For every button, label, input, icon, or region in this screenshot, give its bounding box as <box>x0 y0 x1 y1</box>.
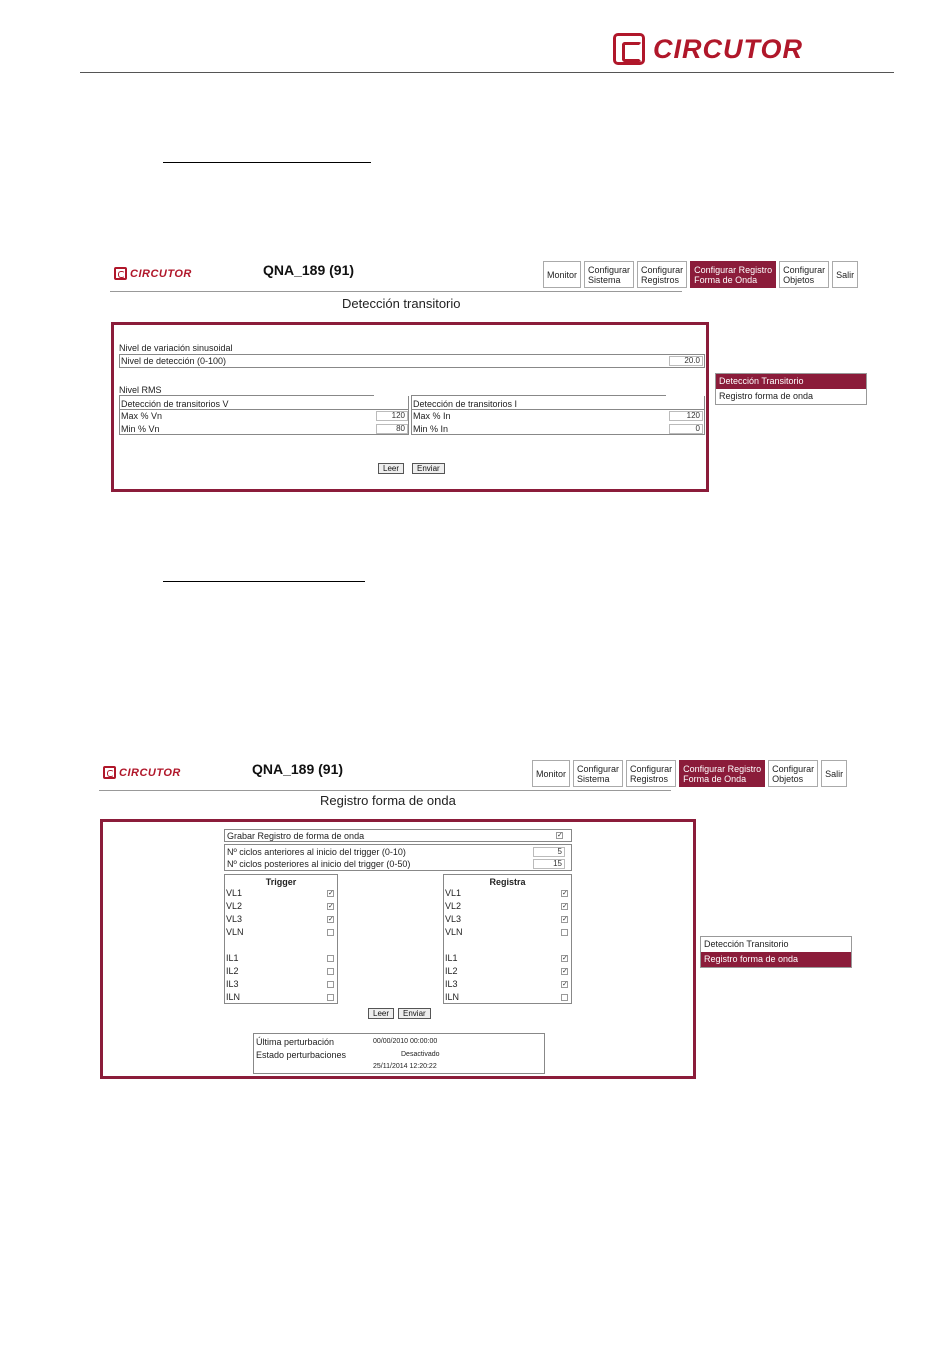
registra-title: Registra <box>489 877 526 887</box>
header-rule <box>80 72 894 73</box>
trigger-channel-label: VL1 <box>226 888 243 898</box>
registra-channel-label: IL1 <box>445 953 458 963</box>
i-title-rule <box>411 409 705 410</box>
screenshot-waveform <box>97 755 857 1085</box>
registra-channel-checkbox[interactable]: ✓ <box>562 890 568 897</box>
app-logo <box>103 766 181 779</box>
trigger-channel-checkbox[interactable] <box>327 981 334 988</box>
circutor-logo-icon <box>103 766 116 779</box>
send-button[interactable]: Enviar <box>412 463 445 474</box>
trigger-channel-checkbox[interactable] <box>327 994 334 1001</box>
i-min-label: Min % In <box>413 424 449 434</box>
registra-channel-label: IL3 <box>445 979 458 989</box>
side-menu <box>715 373 867 405</box>
registra-channel-label: IL2 <box>445 966 458 976</box>
trigger-channel-checkbox[interactable] <box>327 929 334 936</box>
nav-configurar-objetos[interactable]: Configurar Objetos <box>779 261 829 288</box>
send-button[interactable]: Enviar <box>398 1008 431 1019</box>
app-brand: CIRCUTOR <box>130 267 192 280</box>
v-max-input[interactable]: 120 <box>376 411 408 421</box>
nav-monitor[interactable]: Monitor <box>532 760 570 787</box>
page-logo <box>613 33 803 65</box>
record-label: Grabar Registro de forma de onda <box>227 831 365 841</box>
nav-configurar-forma-onda[interactable]: Configurar Registro Forma de Onda <box>679 760 765 787</box>
v-min-input[interactable]: 80 <box>376 424 408 434</box>
device-title: QNA_189 (91) <box>263 262 355 278</box>
device-title: QNA_189 (91) <box>252 761 344 777</box>
registra-channel-checkbox[interactable]: ✓ <box>562 916 568 923</box>
side-item-forma-onda[interactable]: Registro forma de onda <box>701 952 851 967</box>
side-item-transitorio[interactable]: Detección Transitorio <box>704 939 789 949</box>
nav-monitor[interactable]: Monitor <box>543 261 581 288</box>
last-disturbance-label: Última perturbación <box>256 1037 335 1047</box>
read-button[interactable]: Leer <box>368 1008 394 1019</box>
trigger-channel-checkbox[interactable] <box>327 968 334 975</box>
section-title-blank-2 <box>163 581 365 582</box>
registra-channel-checkbox[interactable]: ✓ <box>562 955 568 962</box>
title-separator <box>110 291 682 292</box>
current-datetime: 25/11/2014 12:20:22 <box>373 1063 437 1070</box>
i-max-label: Max % In <box>413 411 451 421</box>
trigger-channel-checkbox[interactable] <box>327 955 334 962</box>
app-brand: CIRCUTOR <box>119 766 181 779</box>
nav-configurar-objetos[interactable]: Configurar Objetos <box>768 760 818 787</box>
app-logo <box>114 267 192 280</box>
brand-name: CIRCUTOR <box>653 33 804 64</box>
detect-label: Nivel de detección (0-100) <box>121 356 227 366</box>
registra-channel-label: VL1 <box>445 888 462 898</box>
trigger-channel-label: IL3 <box>226 979 239 989</box>
registra-channel-label: VL3 <box>445 914 462 924</box>
pre-cycles-input[interactable]: 5 <box>533 847 565 857</box>
trigger-channel-checkbox[interactable]: ✓ <box>328 903 334 910</box>
nav-configurar-sistema[interactable]: Configurar Sistema <box>573 760 623 787</box>
detect-input[interactable]: 20.0 <box>669 356 703 366</box>
record-checkbox[interactable]: ✓ <box>557 832 563 839</box>
circutor-logo-icon <box>613 33 645 65</box>
read-button[interactable]: Leer <box>378 463 404 474</box>
disturbance-state-label: Estado perturbaciones <box>256 1050 347 1060</box>
registra-channel-checkbox[interactable]: ✓ <box>562 981 568 988</box>
screenshot-transient <box>108 255 868 495</box>
trigger-title: Trigger <box>265 877 297 887</box>
disturbance-state-value: Desactivado <box>401 1051 440 1058</box>
i-max-input[interactable]: 120 <box>669 411 703 421</box>
trigger-channel-label: VL2 <box>226 901 243 911</box>
i-title: Detección de transitorios I <box>413 399 518 409</box>
page-heading: Registro forma de onda <box>320 793 456 808</box>
trigger-channel-label: IL2 <box>226 966 239 976</box>
side-menu <box>700 936 852 968</box>
nav-salir[interactable]: Salir <box>821 760 847 787</box>
registra-channel-checkbox[interactable] <box>561 994 568 1001</box>
registra-box <box>443 874 572 1004</box>
waveform-form <box>100 819 696 1079</box>
v-min-label: Min % Vn <box>121 424 160 434</box>
registra-channel-checkbox[interactable]: ✓ <box>562 968 568 975</box>
nav-bar <box>543 261 858 288</box>
trigger-channel-checkbox[interactable]: ✓ <box>328 890 334 897</box>
last-disturbance-value: 00/00/2010 00:00:00 <box>373 1038 438 1045</box>
nav-configurar-forma-onda[interactable]: Configurar Registro Forma de Onda <box>690 261 776 288</box>
nav-salir[interactable]: Salir <box>832 261 858 288</box>
v-title-rule <box>119 409 409 410</box>
registra-channel-checkbox[interactable] <box>561 929 568 936</box>
trigger-channel-checkbox[interactable]: ✓ <box>328 916 334 923</box>
trigger-channel-label: VLN <box>226 927 244 937</box>
pre-cycles-label: Nº ciclos anteriores al inicio del trigger (0-10) <box>227 847 406 857</box>
trigger-channel-label: ILN <box>226 992 241 1002</box>
registra-channel-label: VLN <box>445 927 463 937</box>
v-title: Detección de transitorios V <box>121 399 229 409</box>
transient-form <box>111 322 709 492</box>
trigger-channel-label: IL1 <box>226 953 239 963</box>
i-min-input[interactable]: 0 <box>669 424 703 434</box>
circutor-logo-icon <box>114 267 127 280</box>
nav-bar <box>532 760 847 787</box>
side-item-transitorio[interactable]: Detección Transitorio <box>716 374 866 389</box>
post-cycles-label: Nº ciclos posteriores al inicio del trigger (0-50) <box>227 859 411 869</box>
title-separator <box>99 790 671 791</box>
rms-section-label: Nivel RMS <box>119 385 162 395</box>
v-max-label: Max % Vn <box>121 411 163 421</box>
registra-channel-label: VL2 <box>445 901 462 911</box>
nav-configurar-registros[interactable]: Configurar Registros <box>637 261 687 288</box>
registra-channel-checkbox[interactable]: ✓ <box>562 903 568 910</box>
sin-section-label: Nivel de variación sinusoidal <box>119 343 233 353</box>
post-cycles-input[interactable]: 15 <box>533 859 565 869</box>
page-heading: Detección transitorio <box>342 296 461 311</box>
section-title-blank-1 <box>163 162 371 163</box>
nav-configurar-registros[interactable]: Configurar Registros <box>626 760 676 787</box>
registra-channel-label: ILN <box>445 992 460 1002</box>
nav-configurar-sistema[interactable]: Configurar Sistema <box>584 261 634 288</box>
side-item-forma-onda[interactable]: Registro forma de onda <box>719 391 814 401</box>
trigger-channel-label: VL3 <box>226 914 243 924</box>
